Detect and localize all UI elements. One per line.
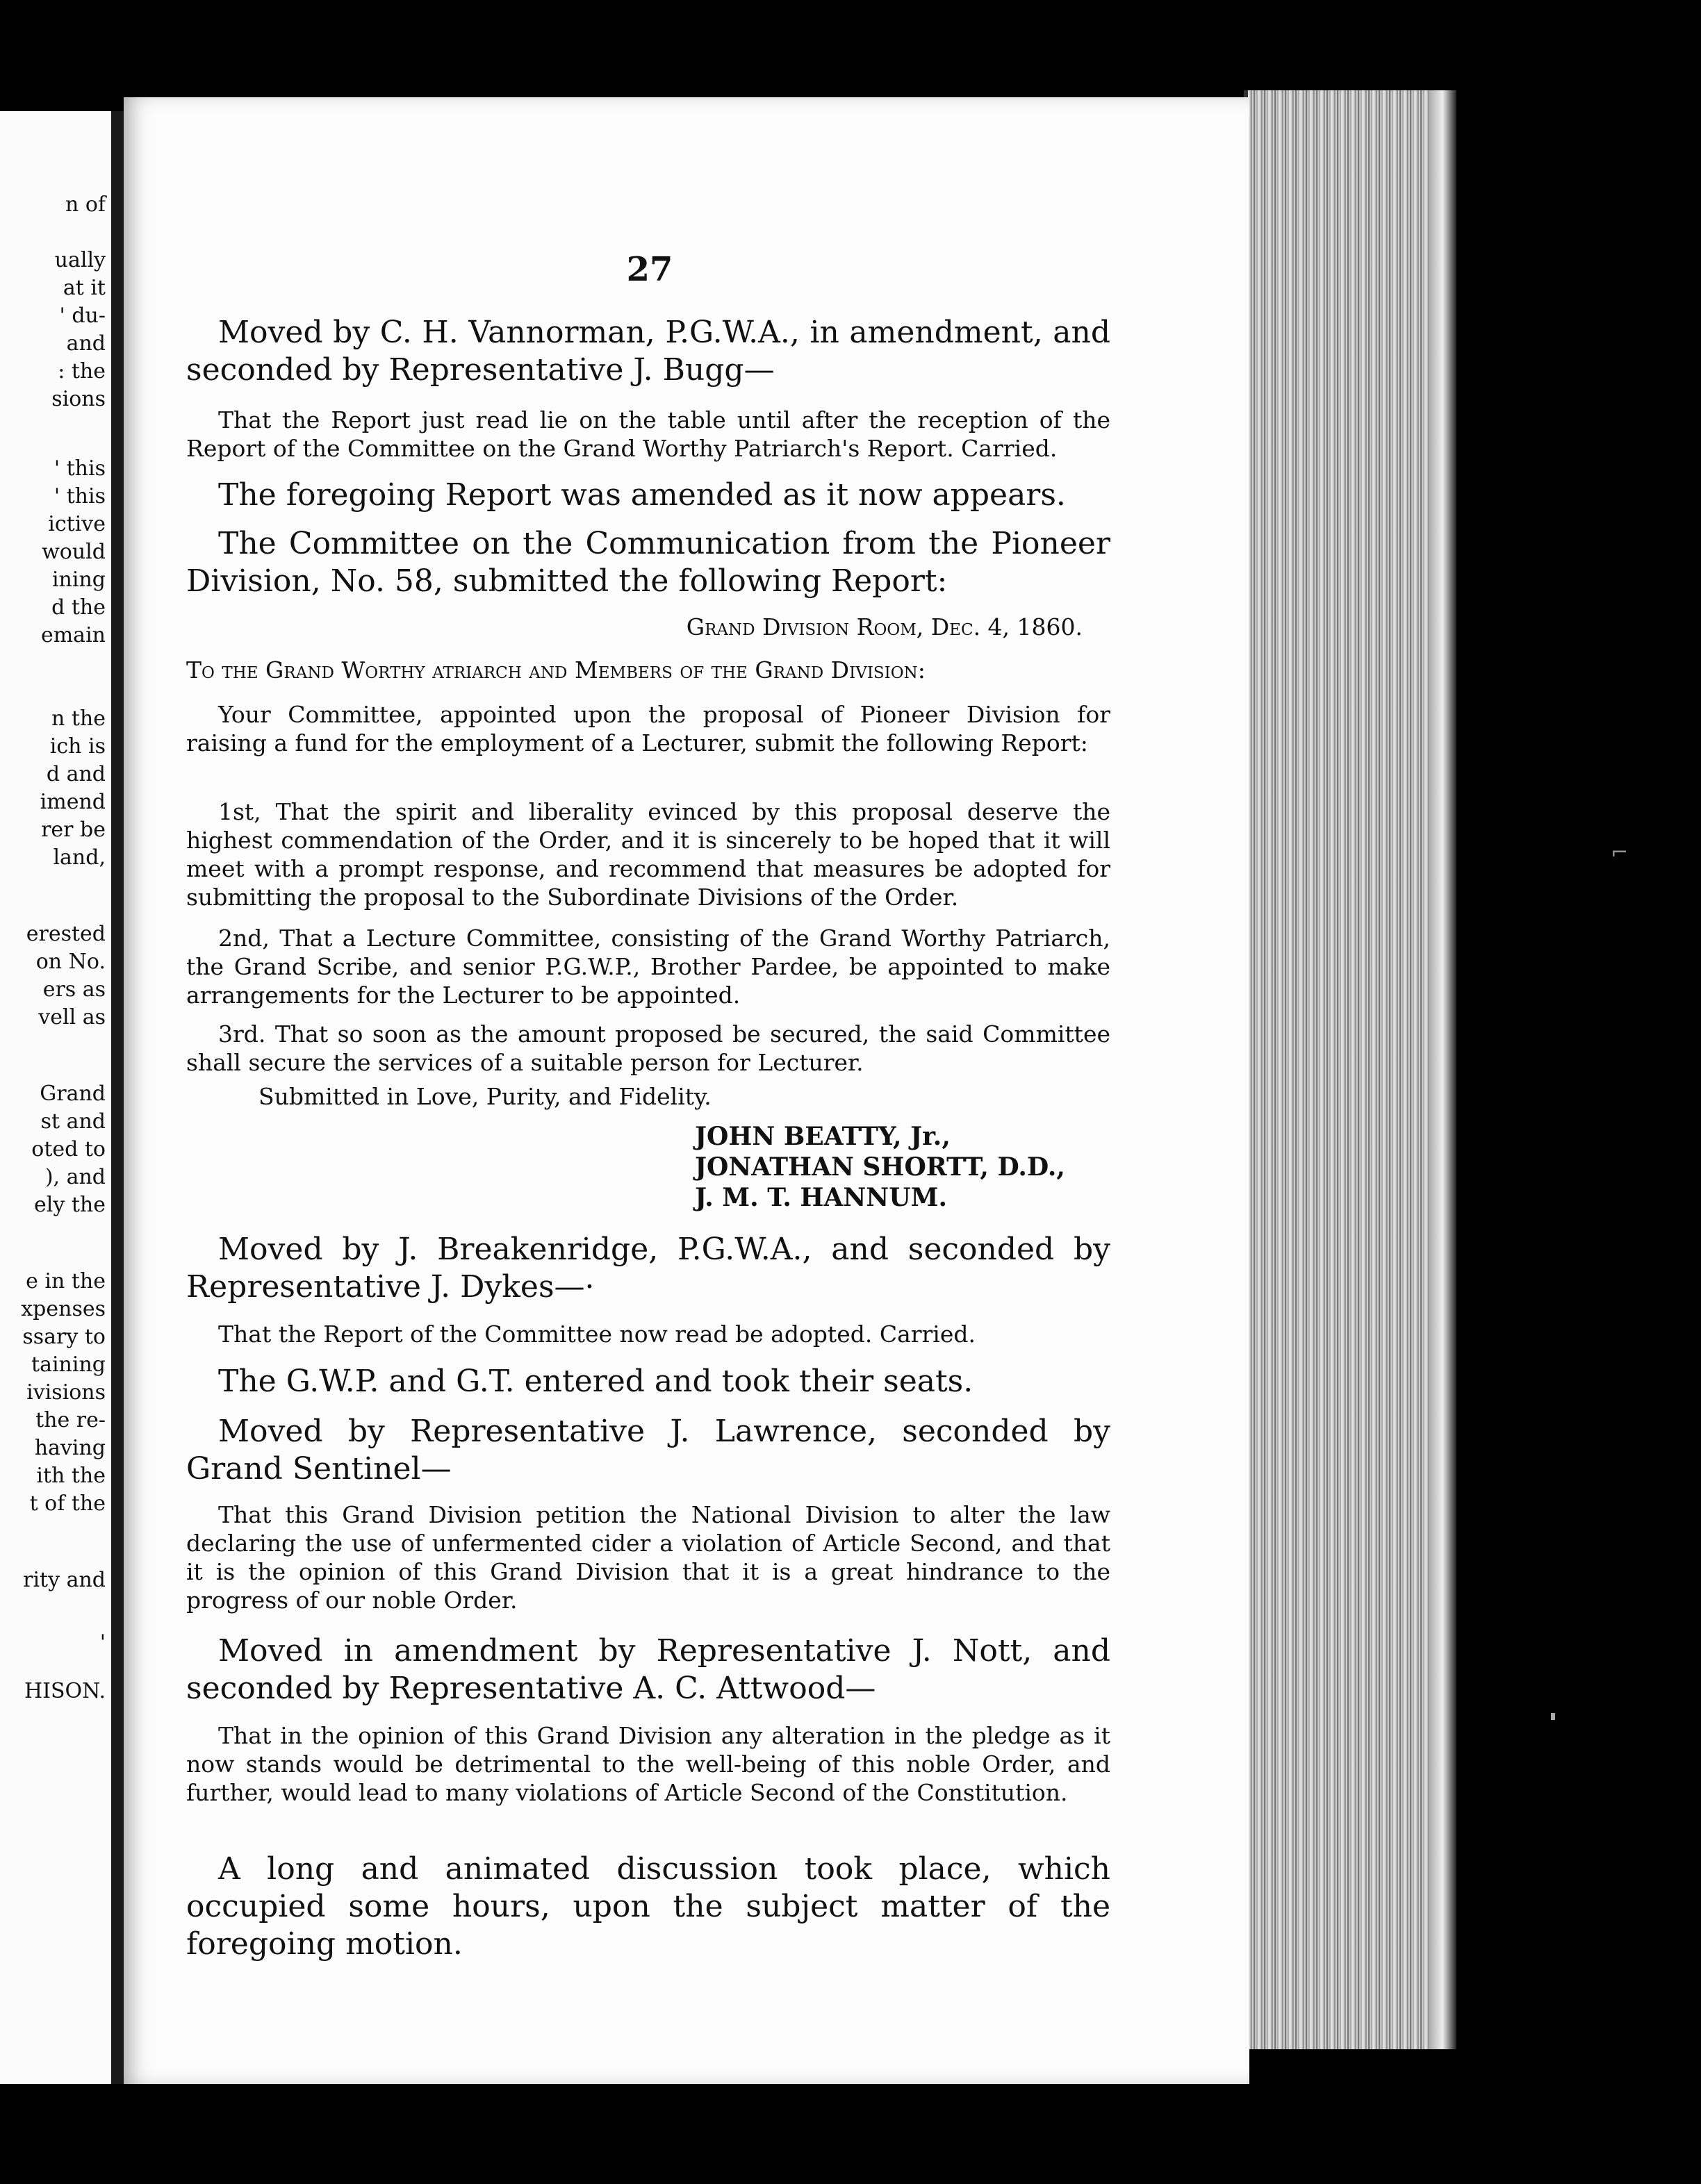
left-page-text-fragment: ining [51, 568, 106, 592]
report-preamble: Your Committee, appointed upon the proposal of Pioneer Division for raising a fund for the employment of a Lecturer, submit the following Report: [186, 701, 1110, 756]
left-page-text-fragment: land, [53, 845, 106, 870]
left-page-text-fragment: ), and [44, 1165, 106, 1189]
left-page-text-fragment: ivisions [26, 1380, 106, 1405]
left-page-text-fragment: d and [46, 762, 106, 786]
left-page-text-fragment: ' [99, 1630, 106, 1655]
stray-speck [1551, 1713, 1555, 1720]
left-page-text-fragment: erested [26, 922, 106, 946]
left-page-text-fragment: Grand [40, 1082, 106, 1106]
report-amended-note: The foregoing Report was amended as it now appears. [218, 477, 1066, 513]
left-facing-page [0, 111, 129, 2084]
left-page-text-fragment: rity and [23, 1568, 106, 1592]
left-page-text-fragment: HISON. [24, 1679, 106, 1703]
resolution-cider-petition: That this Grand Division petition the National Division to alter the law declaring the use of unfermented cider a violation of Article Second, and that it is the opinion of this Grand Division that it is a great hindrance to the progress of our noble Order. [186, 1501, 1110, 1614]
left-page-text-fragment: ich is [49, 734, 106, 759]
left-page-text-fragment: and [66, 331, 106, 356]
left-page-text-fragment: ictive [48, 512, 106, 536]
left-page-text-fragment: ely the [34, 1193, 106, 1217]
report-salutation: To the Grand Worthy atriarch and Members of the Grand Division: [186, 656, 926, 684]
left-page-text-fragment: ssary to [22, 1325, 106, 1349]
resolution-pledge-opinion: That in the opinion of this Grand Division any alteration in the pledge as it now stands would be detrimental to the well-being of this noble Order, and further, would lead to many violations of Article Second of the Constitution. [186, 1722, 1110, 1806]
signature-beatty: JOHN BEATTY, Jr., [695, 1122, 951, 1151]
motion-vannorman: Moved by C. H. Vannorman, P.G.W.A., in amendment, and seconded by Representative J. Bugg— [186, 315, 1110, 388]
left-page-text-fragment: ually [54, 248, 106, 272]
report-submitted-line: Submitted in Love, Purity, and Fidelity. [258, 1083, 712, 1110]
left-page-text-fragment: ith the [36, 1464, 106, 1488]
left-page-text-fragment: n of [65, 192, 106, 217]
signature-hannum: J. M. T. HANNUM. [695, 1183, 947, 1212]
left-page-text-fragment: on No. [35, 950, 106, 974]
motion-nott-amendment: Moved in amendment by Representative J. Nott, and seconded by Representative A. C. Attwood— [186, 1633, 1110, 1706]
left-page-text-fragment: ' du- [59, 304, 106, 328]
left-page-text-fragment: xpenses [21, 1297, 106, 1321]
left-page-text-fragment: rer be [41, 818, 106, 842]
left-page-text-fragment: st and [40, 1109, 106, 1134]
left-page-text-fragment: t of the [29, 1491, 106, 1516]
signature-shortt: JONATHAN SHORTT, D.D., [695, 1152, 1065, 1182]
left-page-text-fragment: vell as [38, 1005, 106, 1029]
left-page-text-fragment: e in the [26, 1269, 106, 1293]
left-page-text-fragment: oted to [31, 1137, 106, 1161]
book-page-edges [1244, 90, 1456, 2049]
motion-breakenridge: Moved by J. Breakenridge, P.G.W.A., and seconded by Representative J. Dykes—· [186, 1232, 1110, 1305]
report-item-3rd: 3rd. That so soon as the amount proposed be secured, the said Committee shall secure the services of a suitable person for Lecturer. [186, 1020, 1110, 1076]
left-page-text-fragment: taining [31, 1352, 106, 1377]
left-page-text-fragment: n the [51, 706, 106, 731]
left-page-text-fragment: emain [40, 623, 106, 647]
left-page-text-fragment: the re- [35, 1408, 106, 1432]
resolution-lie-on-table: That the Report just read lie on the table until after the reception of the Report of the Committee on the Grand Worthy Patriarch's Report. Carried. [186, 406, 1110, 462]
left-page-text-fragment: ers as [42, 977, 106, 1002]
left-page-text-fragment: d the [51, 595, 106, 620]
page-number: 27 [626, 250, 673, 289]
left-page-text-fragment: imend [40, 790, 106, 814]
left-page-text-fragment: having [34, 1436, 106, 1460]
discussion-note: A long and animated discussion took place, which occupied some hours, upon the subject matter of the foregoing motion. [186, 1851, 1110, 1962]
report-item-1st: 1st, That the spirit and liberality evinced by this proposal deserve the highest commendation of the Order, and it is sincerely to be hoped that it will meet with a prompt response, and recommend that measures be adopted for submitting the proposal to the Subordinate Divisions of the Order. [186, 798, 1110, 911]
pioneer-committee-intro: The Committee on the Communication from the Pioneer Division, No. 58, submitted the following Report: [186, 526, 1110, 599]
motion-lawrence: Moved by Representative J. Lawrence, seconded by Grand Sentinel— [186, 1414, 1110, 1487]
gwp-gt-entered: The G.W.P. and G.T. entered and took their seats. [218, 1364, 973, 1399]
left-page-text-fragment: at it [63, 276, 106, 300]
left-page-text-fragment: sions [51, 387, 106, 411]
stray-mark: ⌐ [1611, 841, 1629, 865]
report-dateline: Grand Division Room, Dec. 4, 1860. [686, 613, 1083, 640]
report-item-2nd: 2nd, That a Lecture Committee, consisting of the Grand Worthy Patriarch, the Grand Scribe, and senior P.G.W.P., Brother Pardee, be appointed to make arrangements for the Lecturer to be appointed. [186, 925, 1110, 1009]
left-page-text-fragment: : the [58, 359, 106, 383]
left-page-text-fragment: ' this [54, 456, 106, 481]
left-page-text-fragment: ' this [54, 484, 106, 508]
resolution-adopt-report: That the Report of the Committee now read be adopted. Carried. [218, 1321, 976, 1348]
left-page-text-fragment: would [42, 540, 106, 564]
